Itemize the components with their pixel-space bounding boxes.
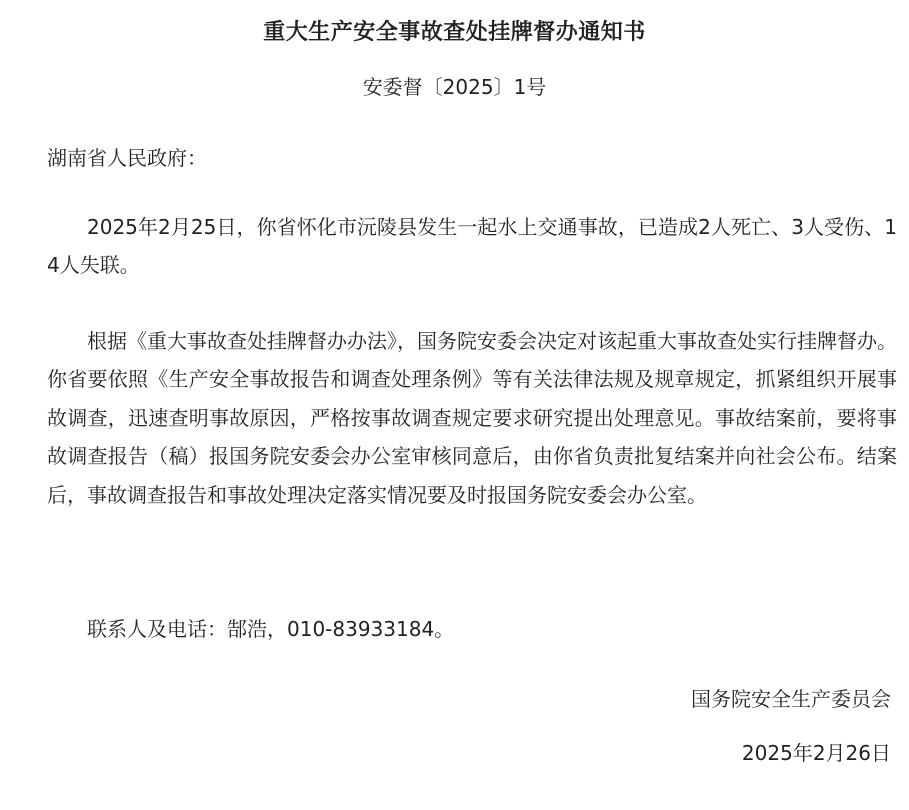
body-paragraph-supervision: 根据《重大事故查处挂牌督办办法》，国务院安委会决定对该起重大事故查处实行挂牌督办。你省要依照《生产安全事故报告和调查处理条例》等有关法律法规及规章规定，抓紧组织开展事故调查，迅速查明事故原因，严格按事故调查规定要求研究提出处理意见。事故结案前，要将事故调查报告（稿）报国务院安委会办公室审核同意后，由你省负责批复结案并向社会公布。结案后，事故调查报告和事故处理决定落实情况要及时报国务院安委会办公室。 (47, 329, 897, 507)
document-title: 重大生产安全事故查处挂牌督办通知书 (263, 20, 646, 45)
signature-date: 2025年2月26日 (741, 741, 891, 765)
addressee: 湖南省人民政府： (47, 146, 207, 170)
body-paragraph-incident: 2025年2月25日，你省怀化市沅陵县发生一起水上交通事故，已造成2人死亡、3人受伤、14人失联。 (47, 215, 897, 278)
document-number: 安委督〔2025〕1号 (362, 75, 547, 99)
signature-organization: 国务院安全生产委员会 (691, 687, 891, 711)
contact-line: 联系人及电话：郜浩，010-83933184。 (87, 617, 455, 641)
